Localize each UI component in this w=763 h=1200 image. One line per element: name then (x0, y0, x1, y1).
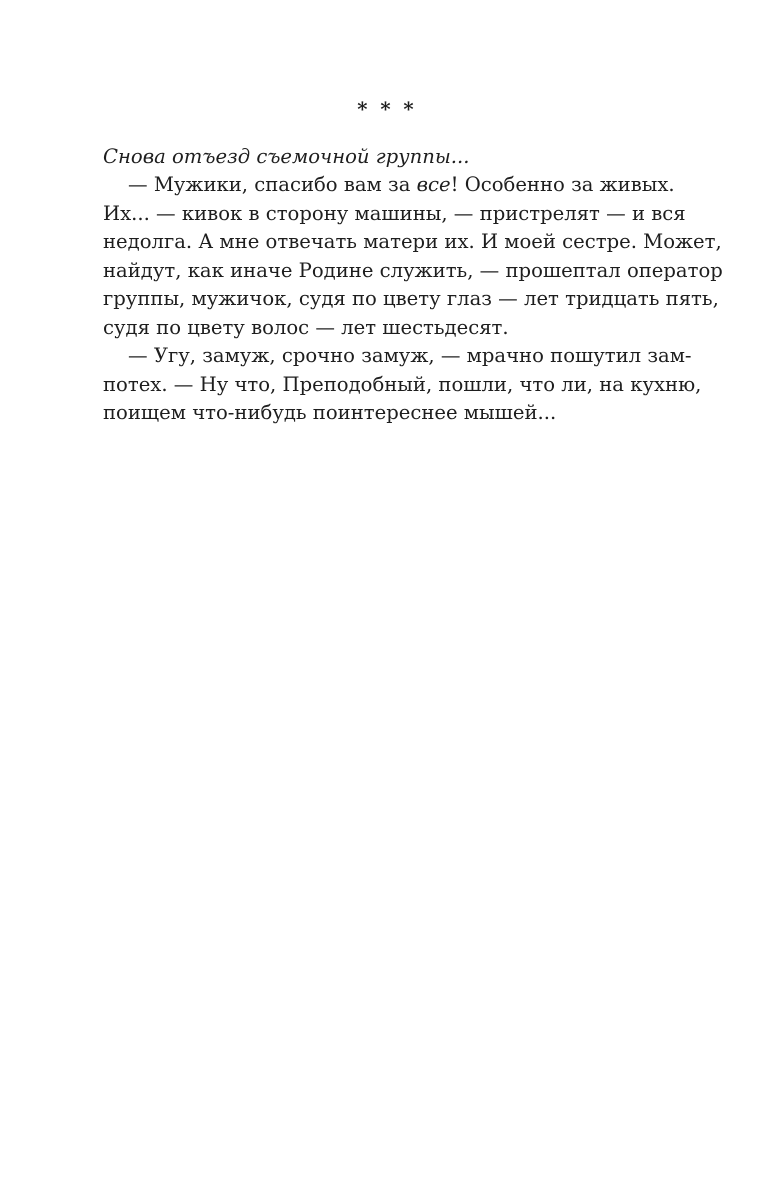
paragraph-2-line-2: потех. — Ну что, Преподобный, пошли, что ли, на кухню, (103, 372, 702, 396)
text-block (103, 96, 723, 428)
dialogue-text: — Мужики, спасибо вам за (128, 173, 417, 196)
paragraph-1-line-2: Их... — кивок в сторону машины, — пристрелят — и вся (103, 201, 686, 225)
emphasized-word: все (416, 173, 451, 196)
paragraph-1-line-3: недолга. А мне отвечать матери их. И моей сестре. Может, (103, 230, 722, 253)
paragraph-2 (103, 342, 702, 428)
dialogue-text: ! Особенно за живых. (450, 173, 675, 196)
section-separator: * * * (357, 98, 417, 121)
paragraph-2-line-1: — Угу, замуж, срочно замуж, — мрачно пошутил зам- (128, 344, 692, 367)
paragraph-2-line-3: поищем что-нибудь поинтереснее мышей... (103, 401, 557, 424)
paragraph-1 (103, 171, 723, 342)
paragraph-1-line-1 (103, 171, 675, 200)
paragraph-1-line-6: судя по цвету волос — лет шестьдесят. (103, 315, 509, 339)
scene-note: Снова отъезд съемочной группы... (103, 144, 470, 168)
paragraph-1-line-5: группы, мужичок, судя по цвету глаз — лет тридцать пять, (103, 287, 719, 310)
paragraph-1-line-4: найдут, как иначе Родине служить, — прошептал оператор (103, 258, 723, 282)
